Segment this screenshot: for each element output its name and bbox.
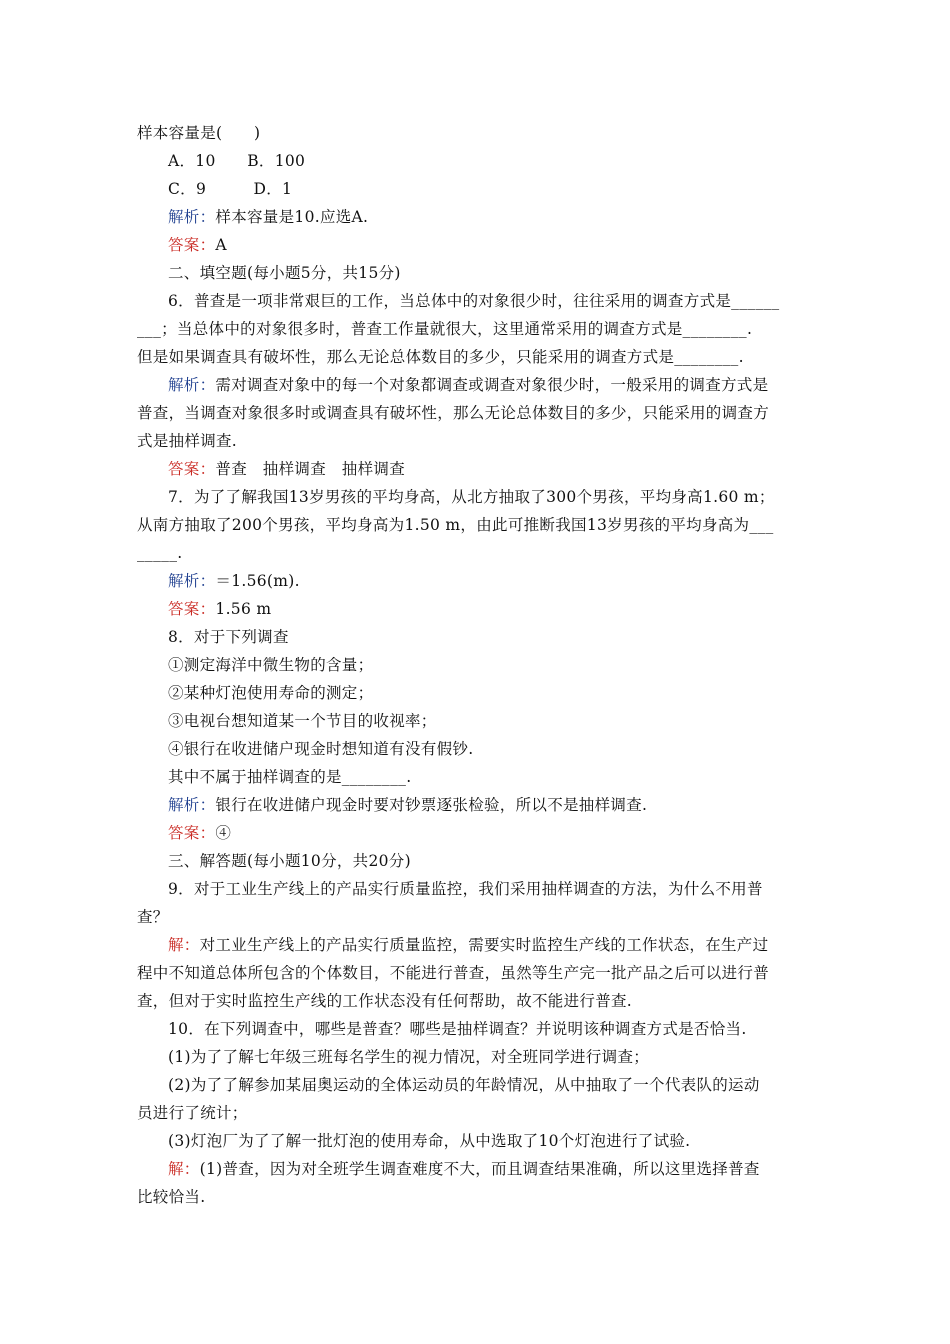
line-text: 二、填空题(每小题5分，共15分) xyxy=(168,264,401,282)
line-text: 需对调查对象中的每一个对象都调查或调查对象很少时，一般采用的调查方式是 xyxy=(215,376,769,394)
line-text: ④ xyxy=(215,824,232,842)
q10-stem xyxy=(168,1019,747,1039)
q7-answer xyxy=(168,599,271,619)
line-text: 6．普查是一项非常艰巨的工作，当总体中的对象很少时，往往采用的调查方式是______ xyxy=(168,292,780,310)
line-text: 7．为了了解我国13岁男孩的平均身高，从北方抽取了300个男孩，平均身高1.60 m； xyxy=(168,488,775,506)
line-text: 查，但对于实时监控生产线的工作状态没有任何帮助，故不能进行普查. xyxy=(137,992,633,1010)
q10-solution-1 xyxy=(168,1159,760,1179)
q8-item-1 xyxy=(168,655,373,675)
line-text: 式是抽样调查. xyxy=(137,432,238,450)
line-text: A xyxy=(215,236,227,254)
q9-solution-2 xyxy=(137,963,769,983)
q5-stem-line xyxy=(137,123,260,143)
line-text: ④银行在收进储户现金时想知道有没有假钞. xyxy=(168,740,474,758)
answer-label: 答案： xyxy=(168,600,216,618)
line-text: 查？ xyxy=(137,908,169,926)
q6-answer xyxy=(168,459,405,479)
line-text: 程中不知道总体所包含的个体数目，不能进行普查，虽然等生产完一批产品之后可以进行普 xyxy=(137,964,770,982)
q8-item-4 xyxy=(168,739,473,759)
q9-solution-3 xyxy=(137,991,632,1011)
solution-label: 解： xyxy=(168,936,200,954)
line-text: ②某种灯泡使用寿命的测定； xyxy=(168,684,374,702)
section-solve-heading xyxy=(168,851,411,871)
q8-item-2 xyxy=(168,683,373,703)
line-text: ＝1.56(m). xyxy=(215,572,300,590)
q7-line-1 xyxy=(168,487,775,507)
line-text: 从南方抽取了200个男孩，平均身高为1.50 m，由此可推断我国13岁男孩的平均身高为___ xyxy=(137,516,774,534)
line-text: 三、解答题(每小题10分，共20分) xyxy=(168,852,411,870)
line-text: C．9 D．1 xyxy=(168,180,293,198)
line-text: 普查 抽样调查 抽样调查 xyxy=(215,460,406,478)
line-text: 员进行了统计； xyxy=(137,1104,248,1122)
line-text: 比较恰当. xyxy=(137,1188,206,1206)
answer-label: 答案： xyxy=(168,460,216,478)
line-text: 样本容量是10.应选A. xyxy=(215,208,369,226)
q5-analysis xyxy=(168,207,368,227)
q9-line-1 xyxy=(168,879,763,899)
q6-analysis-3 xyxy=(137,431,237,451)
line-text: 1.56 m xyxy=(215,600,272,618)
line-text: 银行在收进储户现金时要对钞票逐张检验，所以不是抽样调查. xyxy=(215,796,648,814)
line-text: 10．在下列调查中，哪些是普查？哪些是抽样调查？并说明该种调查方式是否恰当. xyxy=(168,1020,747,1038)
line-text: 但是如果调查具有破坏性，那么无论总体数目的多少，只能采用的调查方式是________. xyxy=(137,348,744,366)
line-text: 对工业生产线上的产品实行质量监控，需要实时监控生产线的工作状态，在生产过 xyxy=(199,936,769,954)
q8-item-3 xyxy=(168,711,437,731)
line-text: 样本容量是( ) xyxy=(137,124,261,142)
answer-label: 答案： xyxy=(168,236,216,254)
line-text: 普查，当调查对象很多时或调查具有破坏性，那么无论总体数目的多少，只能采用的调查方 xyxy=(137,404,770,422)
q5-answer xyxy=(168,235,227,255)
q10-item-1 xyxy=(168,1047,649,1067)
answer-label: 答案： xyxy=(168,824,216,842)
line-text: (1)为了了解七年级三班每名学生的视力情况，对全班同学进行调查； xyxy=(168,1048,650,1066)
q5-options-cd xyxy=(168,179,292,199)
line-text: ③电视台想知道某一个节目的收视率； xyxy=(168,712,437,730)
section-fill-blank-heading xyxy=(168,263,401,283)
q9-solution-1 xyxy=(168,935,768,955)
q8-analysis xyxy=(168,795,647,815)
q8-answer xyxy=(168,823,231,843)
analysis-label: 解析： xyxy=(168,376,216,394)
q7-analysis xyxy=(168,571,300,591)
line-text: A．10 B．100 xyxy=(168,152,306,170)
q6-analysis-1 xyxy=(168,375,768,395)
q10-solution-2 xyxy=(137,1187,205,1207)
line-text: ___；当总体中的对象很多时，普查工作量就很大，这里通常采用的调查方式是________. xyxy=(137,320,753,338)
q6-line-2 xyxy=(137,319,752,339)
q8-question xyxy=(168,767,411,787)
line-text: (3)灯泡厂为了了解一批灯泡的使用寿命，从中选取了10个灯泡进行了试验. xyxy=(168,1132,691,1150)
q8-stem xyxy=(168,627,289,647)
analysis-label: 解析： xyxy=(168,572,216,590)
q7-line-3 xyxy=(137,543,182,563)
q10-item-3 xyxy=(168,1131,690,1151)
line-text: _____. xyxy=(137,544,183,562)
analysis-label: 解析： xyxy=(168,208,216,226)
q7-line-2 xyxy=(137,515,774,535)
line-text: 其中不属于抽样调查的是________. xyxy=(168,768,412,786)
q5-options-ab xyxy=(168,151,305,171)
q6-analysis-2 xyxy=(137,403,769,423)
q10-item-2b xyxy=(137,1103,248,1123)
analysis-label: 解析： xyxy=(168,796,216,814)
line-text: 8．对于下列调查 xyxy=(168,628,289,646)
solution-label: 解： xyxy=(168,1160,200,1178)
line-text: (2)为了了解参加某届奥运动的全体运动员的年龄情况，从中抽取了一个代表队的运动 xyxy=(168,1076,760,1094)
line-text: ①测定海洋中微生物的含量； xyxy=(168,656,374,674)
q9-line-2 xyxy=(137,907,169,927)
line-text: (1)普查，因为对全班学生调查难度不大，而且调查结果准确，所以这里选择普查 xyxy=(199,1160,760,1178)
q6-line-1 xyxy=(168,291,779,311)
line-text: 9．对于工业生产线上的产品实行质量监控，我们采用抽样调查的方法，为什么不用普 xyxy=(168,880,763,898)
q10-item-2a xyxy=(168,1075,760,1095)
q6-line-3 xyxy=(137,347,744,367)
